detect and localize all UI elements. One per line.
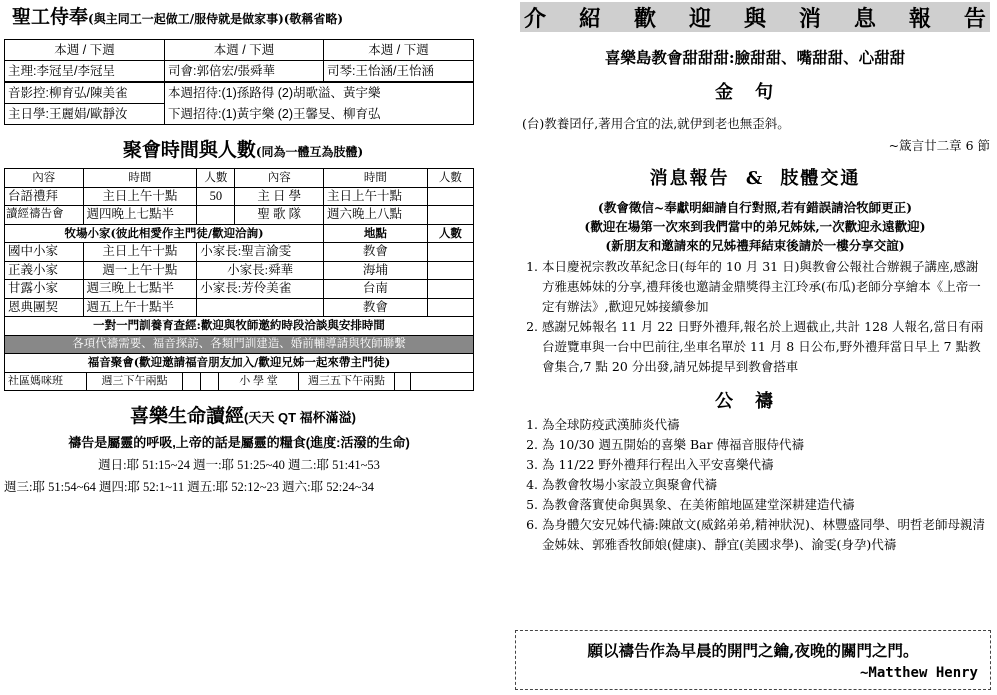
group-cell: 教會 [324, 243, 428, 262]
counseling-text: 各項代禱需要、福音探訪、各類門訓建造、婚前輔導請與牧師聯繫 [5, 335, 474, 354]
service-table [4, 39, 474, 125]
gospel-cell: 小 學 堂 [219, 373, 299, 391]
news-title-b: 肢體交通 [780, 168, 861, 189]
group-cell [427, 243, 473, 262]
prayer-list [520, 415, 990, 555]
banner-char: 紹 [578, 5, 601, 32]
prayer-item: 1. 為全球防疫武漢肺炎代禱 [542, 415, 990, 435]
quote-author: ~Matthew Henry [859, 665, 978, 681]
verse-reference: ~箴言廿二章 6 節 [888, 138, 990, 153]
meeting-table [4, 168, 474, 373]
counseling-row [5, 335, 474, 354]
gospel-cell: 社區媽咪班 [5, 373, 87, 391]
group-cell: 台南 [324, 280, 428, 299]
meeting-cell: 週四晚上七點半 [83, 206, 197, 225]
group-header-count: 人數 [427, 224, 473, 243]
group-row [5, 280, 474, 299]
gospel-header-row [5, 354, 474, 373]
group-cell: 海埔 [324, 261, 428, 280]
training-text: 一對一門訓養育查經:歡迎與牧師邀約時段洽談與安排時間 [5, 317, 474, 336]
news-title-a: 消息報告 [649, 168, 730, 189]
banner-char: 介 [524, 5, 547, 32]
service-row-3 [5, 104, 474, 125]
service-header-1: 本週 / 下週 [5, 40, 165, 61]
group-cell [197, 298, 324, 317]
meeting-cell: 台語禮拜 [5, 187, 84, 206]
bible-line-2: 週三:耶 51:54~64 週四:耶 52:1~11 週五:耶 52:12~23 週六:耶 52:24~34 [4, 480, 374, 494]
meeting-subtitle: (同為一體互為肢體) [255, 145, 364, 159]
right-column [520, 2, 990, 555]
meeting-cell: 週六晚上八點 [324, 206, 428, 225]
prayer-item: 4. 為教會牧場小家設立與聚會代禱 [542, 475, 990, 495]
meeting-cell: 讀經禱告會 [5, 206, 84, 225]
group-cell: 恩典團契 [5, 298, 84, 317]
verse-title: 金句 [715, 82, 795, 103]
banner-char: 與 [743, 5, 766, 32]
meeting-h-count-1: 人數 [197, 169, 235, 188]
gospel-cell: 週三下午兩點 [87, 373, 183, 391]
news-note: (教會徵信~奉獻明細請自行對照,若有錯誤請洽牧師更正) [597, 200, 913, 215]
service-header-3: 本週 / 下週 [324, 40, 474, 61]
golden-verse: (台)教養囝仔,著用合宜的法,就伊到老也無歪斜。 [522, 116, 790, 131]
gospel-table [4, 373, 474, 392]
group-cell: 週一上午十點 [83, 261, 197, 280]
meeting-header-row [5, 169, 474, 188]
bible-subtitle: (天天 QT 福杯滿溢) [244, 410, 356, 425]
group-row [5, 298, 474, 317]
banner-char: 告 [963, 5, 986, 32]
gospel-cell [395, 373, 411, 391]
meeting-h-time-1: 時間 [83, 169, 197, 188]
service-subtitle: (與主同工一起做工/服侍就是做家事)(敬稱省略) [88, 12, 344, 26]
service-header-2: 本週 / 下週 [165, 40, 324, 61]
meeting-cell [197, 206, 235, 225]
prayer-item: 5. 為教會落實使命與異象、在美術館地區建堂深耕建造代禱 [542, 495, 990, 515]
meeting-h-count-2: 人數 [427, 169, 473, 188]
service-row-1 [5, 61, 474, 83]
gospel-cell [201, 373, 219, 391]
closing-quote: 願以禱告作為早晨的開門之鑰,夜晚的關門之門。 [587, 641, 919, 660]
service-cell-school: 主日學:王麗娟/歐靜汝 [5, 104, 165, 125]
group-cell: 國中小家 [5, 243, 84, 262]
meeting-h-content-2: 內容 [235, 169, 324, 188]
group-cell: 主日上午十點 [83, 243, 197, 262]
group-row [5, 261, 474, 280]
gospel-header: 福音聚會(歡迎邀請福音朋友加入/歡迎兄姊一起來帶主門徒) [5, 354, 474, 373]
news-notes [520, 198, 990, 255]
group-cell [427, 280, 473, 299]
meeting-row [5, 206, 474, 225]
gospel-cell: 週三五下午兩點 [299, 373, 395, 391]
meeting-title-text: 聚會時間與人數 [122, 139, 256, 161]
service-cell-emcee: 司會:郭倍宏/張舜華 [165, 61, 324, 83]
meeting-cell [427, 206, 473, 225]
gospel-cell [183, 373, 201, 391]
news-list [520, 257, 990, 377]
group-cell: 正義小家 [5, 261, 84, 280]
prayer-item: 3. 為 11/22 野外禮拜行程出入平安喜樂代禱 [542, 455, 990, 475]
meeting-cell: 50 [197, 187, 235, 206]
service-header-row [5, 40, 474, 61]
gospel-cell [411, 373, 474, 391]
prayer-item: 2. 為 10/30 週五開始的喜樂 Bar 傳福音服侍代禱 [542, 435, 990, 455]
group-cell: 週五上午十點半 [83, 298, 197, 317]
service-cell-usher-next: 下週招待:(1)黃宇樂 (2)王馨旻、柳育弘 [165, 104, 474, 125]
group-header: 牧場小家(彼此相愛作主門徒/歡迎洽詢) [5, 224, 324, 243]
news-title-amp: & [745, 168, 765, 189]
bible-title-text: 喜樂生命讀經 [130, 405, 245, 427]
news-item: 2. 感謝兄姊報名 11 月 22 日野外禮拜,報名於上週截止,共計 128 人報名,當日有兩台遊覽車與一台中巴前往,坐車名單於 11 月 8 日公布,野外禮拜當日早上 7 點教會集合,7 點 20 分出發,請兄姊提早到教會搭車 [542, 317, 990, 377]
meeting-cell: 主日上午十點 [83, 187, 197, 206]
service-title [4, 2, 474, 29]
meeting-cell: 主日上午十點 [324, 187, 428, 206]
group-header-place: 地點 [324, 224, 428, 243]
group-cell: 教會 [324, 298, 428, 317]
meeting-h-content-1: 內容 [5, 169, 84, 188]
group-cell [427, 261, 473, 280]
meeting-row [5, 187, 474, 206]
group-cell: 小家長:芳伶美雀 [197, 280, 324, 299]
group-cell: 甘露小家 [5, 280, 84, 299]
gospel-row [5, 373, 474, 391]
news-note: (新朋友和邀請來的兄姊禮拜結束後請於一樓分享交誼) [605, 238, 905, 253]
service-row-2 [5, 82, 474, 104]
meeting-cell: 主 日 學 [235, 187, 324, 206]
meeting-h-time-2: 時間 [324, 169, 428, 188]
meeting-title [4, 135, 474, 162]
group-cell: 小家長:聖言渝雯 [197, 243, 324, 262]
bible-motto: 禱告是屬靈的呼吸,上帝的話是屬靈的糧食(進度:活潑的生命) [68, 435, 410, 450]
prayer-title: 公禱 [715, 391, 795, 412]
banner-char: 消 [798, 5, 821, 32]
service-cell-av: 音影控:柳育弘/陳美雀 [5, 82, 165, 104]
service-title-text: 聖工侍奉 [12, 6, 89, 28]
meeting-cell: 聖 歌 隊 [235, 206, 324, 225]
training-row [5, 317, 474, 336]
news-item: 1. 本日慶祝宗教改革紀念日(每年的 10 月 31 日)與教會公報社合辦親子講座,感謝方雅惠姊妹的分享,禮拜後也邀請金鼎獎得主江玲承(布瓜)老師分享繪本《上帝一定有辦法》,歡迎兄姊接續參加 [542, 257, 990, 317]
meeting-cell [427, 187, 473, 206]
news-note: (歡迎在場第一次來到我們當中的弟兄姊妹,一次歡迎永遠歡迎) [584, 219, 926, 234]
group-header-row [5, 224, 474, 243]
banner-char: 報 [908, 5, 931, 32]
group-cell: 週三晚上七點半 [83, 280, 197, 299]
service-cell-host: 主理:李冠呈/李冠呈 [5, 61, 165, 83]
group-row [5, 243, 474, 262]
prayer-item: 6. 為身體欠安兄姊代禱:陳啟文(威銘弟弟,精神狀況)、林豐盛同學、明哲老師母親清金姊妹、郭雅香牧師娘(健康)、靜宜(美國求學)、渝雯(身孕)代禱 [542, 515, 990, 555]
group-cell: 小家長:舜華 [197, 261, 324, 280]
service-cell-pianist: 司琴:王怡涵/王怡涵 [324, 61, 474, 83]
news-title [520, 164, 990, 190]
bible-title [4, 401, 474, 428]
left-column [4, 2, 474, 495]
banner-char: 歡 [633, 5, 656, 32]
bible-line-1: 週日:耶 51:15~24 週一:耶 51:25~40 週二:耶 51:41~53 [98, 458, 380, 472]
banner-char: 息 [853, 5, 876, 32]
bible-reading [4, 401, 474, 495]
closing-quote-box [515, 630, 991, 690]
service-cell-usher-this: 本週招待:(1)孫路得 (2)胡歌溢、黃宇樂 [165, 82, 474, 104]
church-slogan: 喜樂島教會甜甜甜:臉甜甜、嘴甜甜、心甜甜 [604, 48, 906, 67]
announcement-banner [520, 2, 990, 32]
group-cell [427, 298, 473, 317]
banner-char: 迎 [688, 5, 711, 32]
